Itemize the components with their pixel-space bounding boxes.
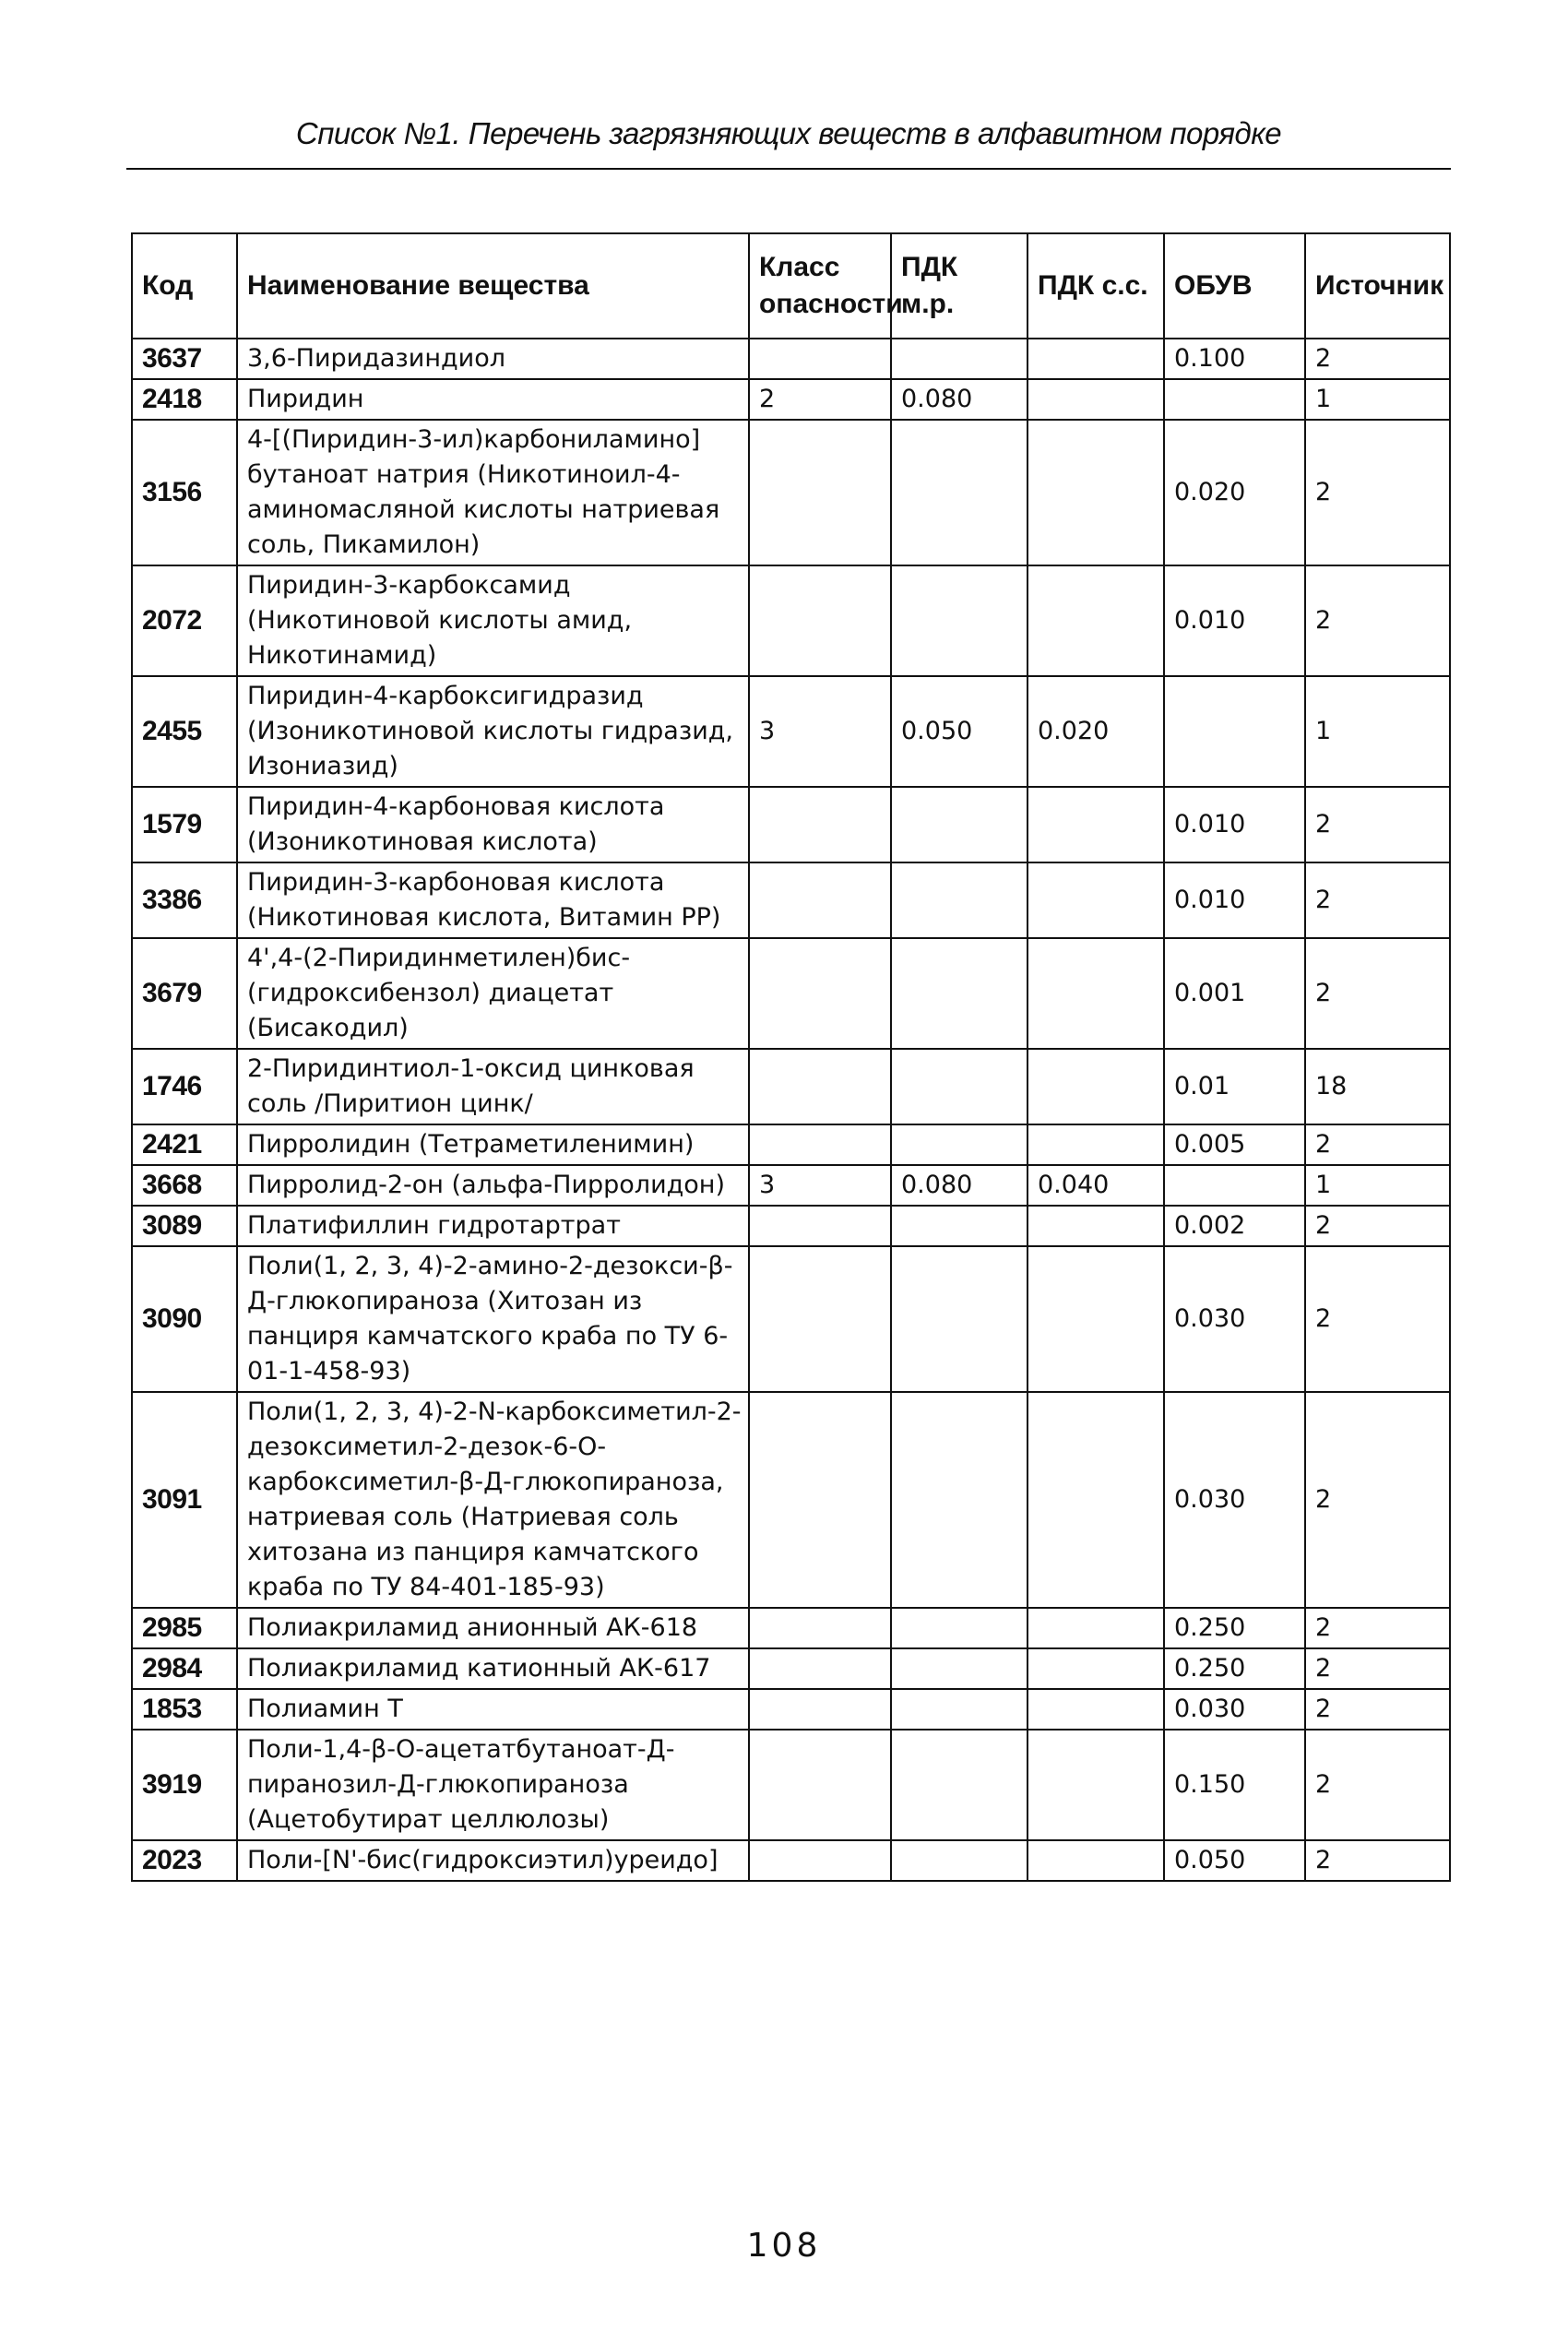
substance-name: 3,6-Пиридазиндиол [237,339,749,379]
table-row [132,1124,1450,1165]
pdk-ss-value [1028,379,1164,420]
table-row [132,1840,1450,1881]
substances-table [131,232,1451,1882]
substance-name: Пирролидин (Тетраметиленимин) [237,1124,749,1165]
obuv-value [1164,676,1305,787]
pdk-mr-value [891,938,1028,1049]
substance-code: 2455 [132,676,237,787]
pdk-ss-value [1028,565,1164,676]
substance-code: 3089 [132,1206,237,1246]
table-row [132,1246,1450,1392]
substance-code: 3386 [132,862,237,938]
hazard-class: 3 [749,1165,891,1206]
hazard-class [749,1840,891,1881]
hazard-class [749,787,891,862]
obuv-value: 0.01 [1164,1049,1305,1124]
source-value: 2 [1305,1689,1450,1730]
hazard-class [749,1246,891,1392]
table-row [132,1689,1450,1730]
pdk-ss-value [1028,938,1164,1049]
pdk-mr-value: 0.050 [891,676,1028,787]
source-value: 2 [1305,420,1450,565]
source-value: 1 [1305,1165,1450,1206]
pdk-ss-value [1028,1049,1164,1124]
pdk-mr-value [891,787,1028,862]
column-header-obuv: ОБУВ [1164,233,1305,339]
pdk-ss-value [1028,1648,1164,1689]
table-row [132,1206,1450,1246]
substance-code: 1853 [132,1689,237,1730]
source-value: 1 [1305,379,1450,420]
source-value: 2 [1305,1246,1450,1392]
source-value: 2 [1305,938,1450,1049]
pdk-mr-value [891,1608,1028,1648]
pdk-mr-value [891,339,1028,379]
obuv-value: 0.030 [1164,1246,1305,1392]
substance-name: 4-[(Пиридин-3-ил)карбониламино] бутаноат натрия (Никотиноил-4-аминомасляной кислоты натриевая соль, Пикамилон) [237,420,749,565]
obuv-value: 0.030 [1164,1689,1305,1730]
column-header-name: Наименование вещества [237,233,749,339]
pdk-ss-value [1028,1392,1164,1608]
substance-code: 2418 [132,379,237,420]
obuv-value: 0.020 [1164,420,1305,565]
pdk-mr-value [891,1730,1028,1840]
table-row [132,379,1450,420]
hazard-class [749,938,891,1049]
pdk-mr-value [891,1049,1028,1124]
obuv-value: 0.250 [1164,1608,1305,1648]
substance-code: 3156 [132,420,237,565]
obuv-value: 0.100 [1164,339,1305,379]
substance-code: 2072 [132,565,237,676]
obuv-value [1164,1165,1305,1206]
pdk-ss-value [1028,420,1164,565]
pdk-mr-value: 0.080 [891,379,1028,420]
hazard-class [749,1392,891,1608]
source-value: 2 [1305,1392,1450,1608]
column-header-source: Источник [1305,233,1450,339]
substance-code: 2023 [132,1840,237,1881]
substance-name: Полиамин Т [237,1689,749,1730]
pdk-mr-value [891,1124,1028,1165]
pdk-ss-value [1028,1840,1164,1881]
page-number: 108 [746,2227,822,2265]
pdk-ss-value [1028,1730,1164,1840]
source-value: 2 [1305,1840,1450,1881]
pdk-ss-value [1028,862,1164,938]
source-value: 2 [1305,1608,1450,1648]
pdk-mr-value [891,862,1028,938]
substance-code: 3091 [132,1392,237,1608]
pdk-mr-value [891,1648,1028,1689]
substance-code: 1746 [132,1049,237,1124]
substance-name: 2-Пиридинтиол-1-оксид цинковая соль /Пиритион цинк/ [237,1049,749,1124]
obuv-value: 0.150 [1164,1730,1305,1840]
substance-name: Пиридин-4-карбоновая кислота (Изоникотиновая кислота) [237,787,749,862]
substance-name: Полиакриламид катионный АК-617 [237,1648,749,1689]
column-header-hazard-class: Класс опасности [749,233,891,339]
hazard-class: 3 [749,676,891,787]
source-value: 1 [1305,676,1450,787]
pdk-ss-value: 0.020 [1028,676,1164,787]
substance-name: Пиридин [237,379,749,420]
pdk-mr-value [891,565,1028,676]
hazard-class [749,1206,891,1246]
table-row [132,676,1450,787]
obuv-value: 0.002 [1164,1206,1305,1246]
substance-code: 1579 [132,787,237,862]
pdk-ss-value [1028,1246,1164,1392]
table-row [132,787,1450,862]
table-body [132,339,1450,1881]
pdk-ss-value [1028,1206,1164,1246]
pdk-ss-value [1028,1689,1164,1730]
table-row [132,565,1450,676]
substance-name: Платифиллин гидротартрат [237,1206,749,1246]
hazard-class [749,1730,891,1840]
table-header-row [132,233,1450,339]
pdk-mr-value [891,1840,1028,1881]
page-header-title: Список №1. Перечень загрязняющих веществ в алфавитном порядке [295,116,1282,150]
pdk-ss-value [1028,787,1164,862]
substance-code: 3668 [132,1165,237,1206]
pdk-mr-value [891,1206,1028,1246]
source-value: 18 [1305,1049,1450,1124]
obuv-value: 0.030 [1164,1392,1305,1608]
obuv-value [1164,379,1305,420]
hazard-class [749,1124,891,1165]
substance-code: 3637 [132,339,237,379]
obuv-value: 0.010 [1164,565,1305,676]
hazard-class [749,1648,891,1689]
table-row [132,1049,1450,1124]
hazard-class [749,339,891,379]
source-value: 2 [1305,339,1450,379]
table-row [132,420,1450,565]
hazard-class: 2 [749,379,891,420]
substance-code: 2421 [132,1124,237,1165]
header-divider [126,168,1451,170]
obuv-value: 0.010 [1164,862,1305,938]
table-row [132,938,1450,1049]
column-header-code: Код [132,233,237,339]
substance-code: 2985 [132,1608,237,1648]
hazard-class [749,420,891,565]
hazard-class [749,1689,891,1730]
source-value: 2 [1305,1124,1450,1165]
obuv-value: 0.250 [1164,1648,1305,1689]
table-row [132,1608,1450,1648]
substance-name: 4',4-(2-Пиридинметилен)бис-(гидроксибензол) диацетат (Бисакодил) [237,938,749,1049]
pdk-mr-value [891,1246,1028,1392]
substance-name: Полиакриламид анионный АК-618 [237,1608,749,1648]
obuv-value: 0.010 [1164,787,1305,862]
source-value: 2 [1305,787,1450,862]
source-value: 2 [1305,565,1450,676]
pdk-mr-value [891,1689,1028,1730]
substance-code: 3679 [132,938,237,1049]
hazard-class [749,862,891,938]
substance-code: 3090 [132,1246,237,1392]
source-value: 2 [1305,862,1450,938]
hazard-class [749,565,891,676]
obuv-value: 0.001 [1164,938,1305,1049]
pdk-ss-value: 0.040 [1028,1165,1164,1206]
table-row [132,862,1450,938]
table-row [132,1165,1450,1206]
substance-name: Пиридин-3-карбоксамид (Никотиновой кислоты амид, Никотинамид) [237,565,749,676]
substance-code: 3919 [132,1730,237,1840]
hazard-class [749,1608,891,1648]
substance-code: 2984 [132,1648,237,1689]
substance-name: Поли-[N'-бис(гидроксиэтил)уреидо] [237,1840,749,1881]
source-value: 2 [1305,1648,1450,1689]
substance-name: Пирролид-2-он (альфа-Пирролидон) [237,1165,749,1206]
source-value: 2 [1305,1206,1450,1246]
table-row [132,339,1450,379]
pdk-mr-value [891,1392,1028,1608]
pdk-ss-value [1028,1608,1164,1648]
substance-name: Поли(1, 2, 3, 4)-2-амино-2-дезокси-β-Д-глюкопираноза (Хитозан из панциря камчатского краба по ТУ 6-01-1-458-93) [237,1246,749,1392]
table-row [132,1648,1450,1689]
hazard-class [749,1049,891,1124]
obuv-value: 0.005 [1164,1124,1305,1165]
column-header-pdk-ss: ПДК с.с. [1028,233,1164,339]
pdk-ss-value [1028,339,1164,379]
table-row [132,1392,1450,1608]
pdk-mr-value [891,420,1028,565]
obuv-value: 0.050 [1164,1840,1305,1881]
pdk-mr-value: 0.080 [891,1165,1028,1206]
table-row [132,1730,1450,1840]
substance-name: Пиридин-3-карбоновая кислота (Никотиновая кислота, Витамин PP) [237,862,749,938]
source-value: 2 [1305,1730,1450,1840]
substance-name: Поли-1,4-β-О-ацетатбутаноат-Д-пиранозил-Д-глюкопираноза (Ацетобутират целлюлозы) [237,1730,749,1840]
column-header-pdk-mr: ПДК м.р. [891,233,1028,339]
substance-name: Пиридин-4-карбоксигидразид (Изоникотиновой кислоты гидразид, Изониазид) [237,676,749,787]
substance-name: Поли(1, 2, 3, 4)-2-N-карбоксиметил-2-дезоксиметил-2-дезок-6-О-карбоксиметил-β-Д-глюкопираноза, натриевая соль (Натриевая соль хитозана из панциря камчатского краба по ТУ 84-401-185-93) [237,1392,749,1608]
pdk-ss-value [1028,1124,1164,1165]
